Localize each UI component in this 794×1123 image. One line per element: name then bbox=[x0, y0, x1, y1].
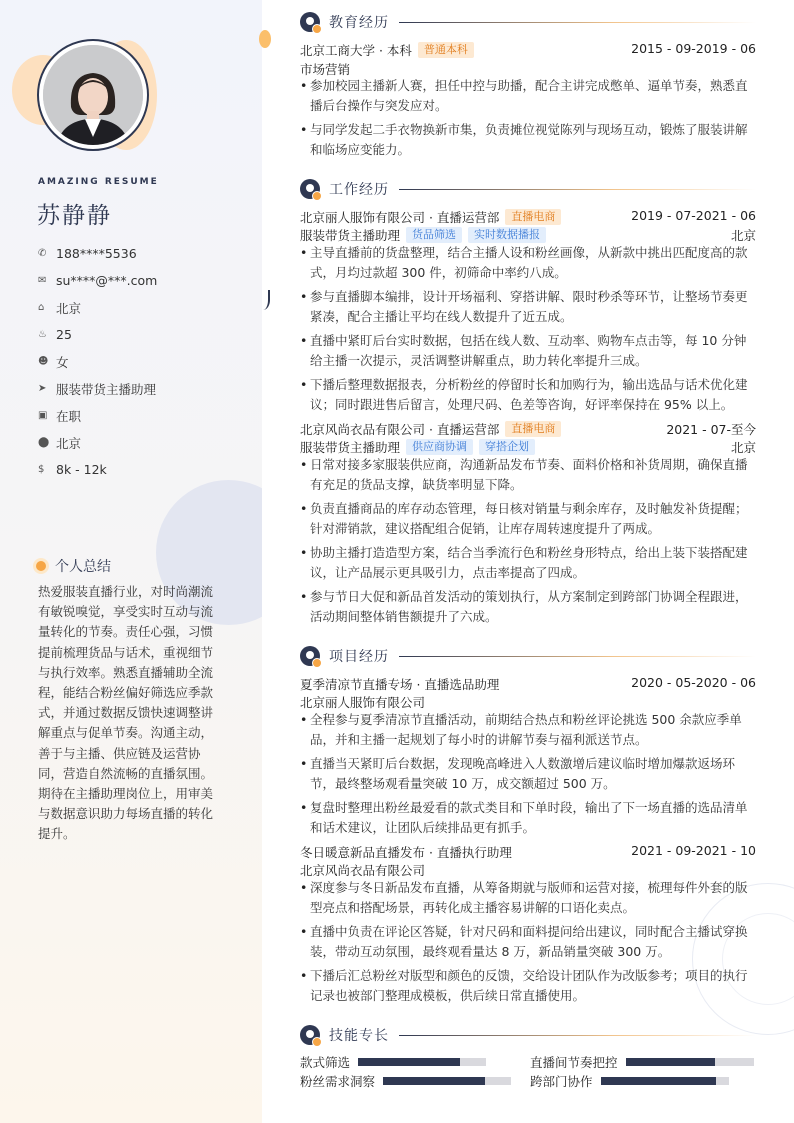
section-divider bbox=[399, 1035, 756, 1036]
section-divider bbox=[399, 189, 756, 190]
skill-tag: 穿搭企划 bbox=[479, 439, 535, 455]
list-item: • 参与直播脚本编排，设计开场福利、穿搭讲解、限时秒杀等环节，让整场节奏更紧凑，配合主播让平均在线人数提升了近五成。 bbox=[300, 287, 756, 327]
salary-icon: $ bbox=[38, 464, 45, 475]
job-company: 北京风尚衣品有限公司 · 直播运营部 bbox=[300, 422, 500, 437]
decor-dot bbox=[259, 30, 271, 48]
job-date: 2019 - 07-2021 - 06 bbox=[631, 208, 756, 223]
contact-info-row bbox=[38, 429, 157, 456]
education-row bbox=[300, 41, 756, 59]
contact-info-row bbox=[38, 402, 157, 429]
list-item: • 日常对接多家服装供应商，沟通新品发布节奏、面料价格和补货周期，确保直播有充足的货品支撑，缺货率明显下降。 bbox=[300, 455, 756, 495]
contact-info-row bbox=[38, 456, 157, 483]
mail-icon: ✉ bbox=[38, 275, 47, 286]
project-date: 2021 - 09-2021 - 10 bbox=[631, 843, 756, 858]
list-item: • 与同学发起二手衣物换新市集，负责摊位视觉陈列与现场互动，锻炼了服装讲解和临场应变能力。 bbox=[300, 120, 756, 160]
contact-info-row bbox=[38, 294, 157, 321]
job-bullets bbox=[300, 455, 756, 631]
industry-tag: 直播电商 bbox=[505, 209, 561, 225]
decor-arc bbox=[256, 290, 270, 310]
list-item: • 参与节日大促和新品首发活动的策划执行，从方案制定到跨部门协调全程跟进，活动期间整体销售额提升了六成。 bbox=[300, 587, 756, 627]
skill-name: 款式筛选 bbox=[300, 1055, 351, 1070]
summary-title: 个人总结 bbox=[55, 559, 111, 575]
list-item: • 负责直播商品的库存动态管理，每日核对销量与剩余库存，及时触发补货提醒；针对滞销款，建议搭配组合促销，让库存周转速度提升了两成。 bbox=[300, 499, 756, 539]
contact-info-text: 北京 bbox=[56, 435, 82, 451]
avatar-portrait-icon bbox=[43, 45, 143, 145]
section-title: 项目经历 bbox=[329, 649, 389, 665]
contact-info-text: 188****5536 bbox=[56, 246, 137, 261]
project-company-row bbox=[300, 693, 756, 711]
education-date: 2015 - 09-2019 - 06 bbox=[631, 41, 756, 56]
contact-info-text: su****@***.com bbox=[56, 273, 158, 288]
section-divider bbox=[399, 656, 756, 657]
major: 市场营销 bbox=[300, 62, 351, 77]
skill-bar-fill bbox=[358, 1058, 460, 1066]
project-header bbox=[300, 843, 756, 861]
section-work-header bbox=[300, 179, 756, 199]
job-company: 北京丽人服饰有限公司 · 直播运营部 bbox=[300, 210, 500, 225]
job-bullets bbox=[300, 243, 756, 419]
section-title: 教育经历 bbox=[329, 15, 389, 31]
project-date: 2020 - 05-2020 - 06 bbox=[631, 675, 756, 690]
briefcase-icon: ▣ bbox=[38, 410, 48, 421]
degree-tag: 普通本科 bbox=[418, 42, 474, 58]
job-header bbox=[300, 420, 756, 438]
cake-icon: ♨ bbox=[38, 329, 47, 340]
candidate-name: 苏静静 bbox=[37, 203, 112, 229]
list-item: • 下播后汇总粉丝对版型和颜色的反馈，交给设计团队作为改版参考；项目的执行记录也被部门整理成模板，供后续日常直播使用。 bbox=[300, 966, 756, 1006]
contact-info-row bbox=[38, 240, 157, 267]
send-icon: ➤ bbox=[38, 383, 47, 394]
skill-item bbox=[530, 1053, 754, 1071]
project-company: 北京风尚衣品有限公司 bbox=[300, 863, 426, 878]
gender-icon: ☻ bbox=[38, 356, 49, 367]
contact-info-list bbox=[38, 240, 157, 483]
list-item: • 全程参与夏季清凉节直播活动，前期结合热点和粉丝评论挑选 500 余款应季单品，并和主播一起规划了每小时的讲解节奏与福利派送节点。 bbox=[300, 710, 756, 750]
skill-item bbox=[300, 1072, 511, 1090]
project-name: 冬日暖意新品直播发布 · 直播执行助理 bbox=[300, 845, 512, 860]
skill-bar bbox=[383, 1077, 511, 1085]
skill-item bbox=[300, 1053, 486, 1071]
summary-dot-icon bbox=[36, 561, 46, 571]
contact-info-text: 25 bbox=[56, 327, 72, 342]
section-title: 工作经历 bbox=[329, 182, 389, 198]
project-bullets bbox=[300, 878, 756, 1010]
avatar bbox=[43, 45, 143, 145]
job-city: 北京 bbox=[730, 228, 756, 243]
section-projects-header bbox=[300, 646, 756, 666]
skill-bar bbox=[601, 1077, 729, 1085]
skill-tag: 货品筛选 bbox=[406, 227, 462, 243]
job-city: 北京 bbox=[730, 440, 756, 455]
project-company: 北京丽人服饰有限公司 bbox=[300, 695, 426, 710]
list-item: • 主导直播前的货盘整理，结合主播人设和粉丝画像，从新款中挑出匹配度高的款式，月均过款超 300 件，初筛命中率约八成。 bbox=[300, 243, 756, 283]
list-item: • 复盘时整理出粉丝最爱看的款式类目和下单时段，输出了下一场直播的选品清单和话术建议，让团队后续排品更有抓手。 bbox=[300, 798, 756, 838]
section-education-header bbox=[300, 12, 756, 32]
skill-name: 直播间节奏把控 bbox=[530, 1055, 618, 1070]
contact-info-text: 服装带货主播助理 bbox=[56, 381, 157, 397]
skill-bar bbox=[626, 1058, 754, 1066]
project-company-row bbox=[300, 861, 756, 879]
job-role: 服装带货主播助理 bbox=[300, 228, 401, 243]
school-name: 北京工商大学 · 本科 bbox=[300, 43, 412, 58]
list-item: • 深度参与冬日新品发布直播，从筹备期就与版师和运营对接，梳理每件外套的版型亮点和搭配场景，再转化成主播容易讲解的口语化卖点。 bbox=[300, 878, 756, 918]
project-name: 夏季清凉节直播专场 · 直播选品助理 bbox=[300, 677, 500, 692]
skill-tag: 供应商协调 bbox=[406, 439, 473, 455]
list-item: • 参加校园主播新人赛，担任中控与助播，配合主讲完成憋单、逼单节奏，熟悉直播后台操作与突发应对。 bbox=[300, 76, 756, 116]
section-divider bbox=[399, 22, 756, 23]
summary-text: 热爱服装直播行业，对时尚潮流有敏锐嗅觉，享受实时互动与流量转化的节奏。责任心强，习惯提前梳理货品与话术，重视细节与执行效率。熟悉直播辅助全流程，能结合粉丝偏好筛选应季款式，并通过数据反馈快速调整讲解重点与促单节奏。沟通主动，善于与主播、供应链及运营协同，营造自然流畅的直播氛围。期待在主播助理岗位上，用审美与数据意识助力每场直播的转化提升。 bbox=[38, 584, 214, 842]
contact-info-row bbox=[38, 348, 157, 375]
home-icon: ⌂ bbox=[38, 302, 45, 313]
contact-info-text: 8k - 12k bbox=[56, 462, 107, 477]
job-role-row bbox=[300, 438, 756, 456]
section-skills-header bbox=[300, 1025, 756, 1045]
skill-item bbox=[530, 1072, 729, 1090]
contact-info-text: 女 bbox=[56, 354, 69, 370]
skill-bar bbox=[358, 1058, 486, 1066]
list-item: • 下播后整理数据报表，分析粉丝的停留时长和加购行为，输出选品与话术优化建议；同时跟进售后留言，处理尺码、色差等咨询，好评率保持在 95% 以上。 bbox=[300, 375, 756, 415]
list-item: • 直播当天紧盯后台数据，发现晚高峰进入人数激增后建议临时增加爆款返场环节，最终整场观看量突破 10 万，成交额超过 500 万。 bbox=[300, 754, 756, 794]
section-icon bbox=[300, 12, 320, 32]
contact-info-text: 在职 bbox=[56, 408, 82, 424]
project-header bbox=[300, 675, 756, 693]
industry-tag: 直播电商 bbox=[505, 421, 561, 437]
skill-bar-fill bbox=[626, 1058, 716, 1066]
skill-name: 粉丝需求洞察 bbox=[300, 1074, 376, 1089]
contact-info-row bbox=[38, 267, 157, 294]
resume-eyebrow: AMAZING RESUME bbox=[38, 177, 159, 187]
list-item: • 直播中紧盯后台实时数据，包括在线人数、互动率、购物车点击等，每 10 分钟给主播一次提示，灵活调整讲解重点，助力转化率提升三成。 bbox=[300, 331, 756, 371]
section-icon bbox=[300, 179, 320, 199]
location-icon: ⬤ bbox=[38, 437, 50, 448]
sidebar bbox=[0, 0, 262, 1123]
list-item: • 协助主播打造造型方案，结合当季流行色和粉丝身形特点，给出上装下装搭配建议，让产品展示更具吸引力，点击率提高了四成。 bbox=[300, 543, 756, 583]
skill-bar-fill bbox=[383, 1077, 485, 1085]
section-icon bbox=[300, 1025, 320, 1045]
list-item: • 直播中负责在评论区答疑，针对尺码和面料提问给出建议，同时配合主播试穿换装，带动互动氛围，最终观看量达 8 万，新品销量突破 300 万。 bbox=[300, 922, 756, 962]
job-header bbox=[300, 208, 756, 226]
section-title: 技能专长 bbox=[329, 1028, 389, 1044]
skill-bar-fill bbox=[601, 1077, 716, 1085]
job-role: 服装带货主播助理 bbox=[300, 440, 401, 455]
phone-icon: ✆ bbox=[38, 248, 47, 259]
job-role-row bbox=[300, 226, 756, 244]
job-date: 2021 - 07-至今 bbox=[666, 422, 756, 437]
skill-tag: 实时数据播报 bbox=[468, 227, 546, 243]
education-bullets bbox=[300, 76, 756, 164]
summary-heading bbox=[36, 556, 111, 576]
contact-info-text: 北京 bbox=[56, 300, 82, 316]
skill-name: 跨部门协作 bbox=[530, 1074, 593, 1089]
contact-info-row bbox=[38, 321, 157, 348]
contact-info-row bbox=[38, 375, 157, 402]
project-bullets bbox=[300, 710, 756, 842]
section-icon bbox=[300, 646, 320, 666]
